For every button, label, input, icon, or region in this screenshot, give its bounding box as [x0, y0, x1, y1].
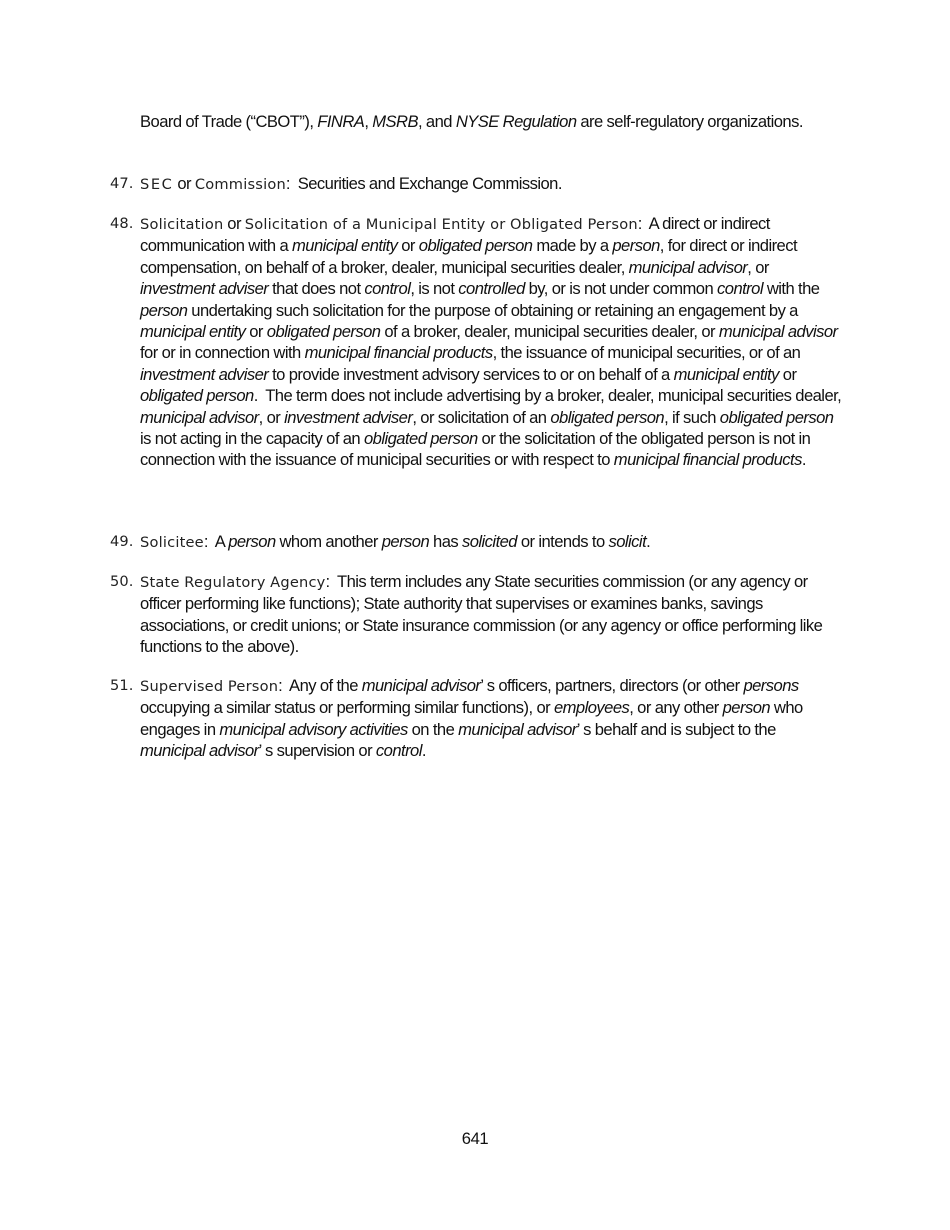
definition-number: 50. [110, 573, 134, 590]
italic-term: person [381, 532, 430, 551]
defined-term: Solicitee [140, 534, 204, 551]
italic-term: persons [743, 676, 799, 695]
italic-term: municipal financial products [304, 343, 493, 363]
definition-number: 51. [110, 677, 134, 694]
italic-term: controlled [458, 279, 525, 299]
text-run: of a broker, dealer, municipal securities dealer, or [380, 322, 719, 342]
text-run: to provide investment advisory services to or on behalf of a [268, 364, 674, 384]
text-run: ’ s behalf and is subject to the [576, 719, 776, 739]
italic-term: municipal advisory activities [219, 719, 408, 739]
text-run: that does not [268, 279, 365, 299]
text-run: or [173, 174, 195, 193]
italic-term: obligated person [266, 322, 381, 342]
italic-term: solicited [461, 532, 517, 551]
text-run: , if such [664, 407, 720, 427]
definition-number: 47. [110, 175, 134, 192]
text-run: Any of the [289, 676, 362, 695]
text-run: are self-regulatory organizations. [576, 112, 803, 131]
text-run: . [421, 741, 426, 761]
text-run: , or [258, 407, 285, 427]
italic-term: municipal advisor [140, 407, 259, 427]
text-run: or intends to [516, 532, 609, 551]
text-run: , is not [410, 279, 459, 299]
text-run: : [637, 214, 649, 233]
italic-term: control [375, 741, 422, 761]
text-run: . [801, 450, 806, 470]
definition-50 [110, 571, 842, 658]
italic-term: obligated person [550, 407, 665, 427]
text-run: A direct or indirect communication with a [140, 214, 770, 256]
italic-term: obligated person [719, 407, 834, 427]
text-run: for or in connection with [140, 343, 305, 363]
italic-term: investment adviser [284, 407, 413, 427]
italic-term: control [364, 279, 411, 299]
italic-term: MSRB [372, 112, 418, 131]
text-run: or [397, 236, 419, 256]
defined-term: Solicitation [140, 216, 224, 233]
text-run: : [325, 572, 337, 591]
text-run: whom another [275, 532, 382, 551]
italic-term: municipal advisor [628, 257, 748, 277]
text-run: A [214, 532, 229, 551]
text-run: , or [747, 257, 769, 277]
text-run: This term includes any State securities commission (or any agency or officer performing like functions); State authority that supervises or examines banks, savings associations, or credit unions; or State insurance commission (or any agency or office performing like functions to the above). [140, 572, 823, 657]
italic-term: municipal entity [140, 322, 246, 342]
italic-term: person [140, 300, 188, 320]
text-run: or [778, 364, 797, 384]
italic-term: obligated person [363, 429, 478, 449]
text-run: has [429, 532, 462, 551]
defined-term: Supervised Person [140, 678, 279, 695]
text-run: or the solicitation of the obligated person is not in connection with the issuance of municipal securities or with respect to [140, 429, 811, 470]
italic-term: investment adviser [140, 279, 269, 299]
text-run: who engages in [140, 698, 803, 739]
text-run: on the [407, 719, 459, 739]
text-run: , or any other [629, 698, 723, 718]
text-run: , and [417, 112, 456, 131]
italic-term: obligated person [418, 236, 533, 256]
text-run: occupying a similar status or performing similar functions), or [140, 698, 554, 718]
text-run: : [278, 676, 290, 695]
italic-term: solicit [608, 532, 647, 551]
text-run: ’ s officers, partners, directors (or other [480, 676, 744, 695]
text-run: or [223, 214, 245, 233]
italic-term: municipal advisor [458, 719, 577, 739]
italic-term: municipal entity [292, 236, 398, 256]
italic-term: municipal entity [673, 364, 779, 384]
text-run: made by a [532, 236, 613, 256]
defined-term: SEC [140, 176, 174, 193]
text-run: , for direct or indirect compensation, on behalf of a broker, dealer, municipal securities dealer, [140, 236, 798, 277]
italic-term: NYSE Regulation [455, 112, 577, 131]
page-number: 641 [461, 1129, 489, 1148]
text-run: is not acting in the capacity of an [140, 429, 364, 449]
definition-49 [110, 531, 842, 553]
definition-number: 49. [110, 533, 134, 550]
italic-term: person [228, 532, 276, 551]
italic-term: person [612, 236, 660, 256]
defined-term: Solicitation of a Municipal Entity or Obligated Person [244, 216, 638, 233]
text-run: by, or is not under common [524, 279, 718, 299]
defined-term: Commission [194, 176, 286, 193]
italic-term: municipal advisor [140, 741, 259, 761]
text-run: : [285, 174, 298, 193]
text-run: : [203, 532, 215, 551]
italic-term: person [722, 698, 771, 718]
text-run: ’ s supervision or [258, 741, 376, 761]
text-run: Board of Trade (“CBOT”), [140, 112, 318, 131]
text-run: , or solicitation of an [412, 407, 551, 427]
text-run: . The term does not include advertising by a broker, dealer, municipal securities dealer, [253, 386, 846, 406]
italic-term: FINRA [317, 112, 365, 131]
text-run: or [245, 322, 267, 342]
italic-term: employees [553, 698, 630, 718]
defined-term: State Regulatory Agency [140, 574, 326, 591]
italic-term: control [717, 279, 763, 299]
definition-48 [110, 213, 846, 471]
italic-term: investment adviser [140, 364, 269, 384]
text-run: undertaking such solicitation for the purpose of obtaining or retaining an engagement by a [187, 300, 798, 320]
continued-paragraph [140, 111, 840, 132]
italic-term: municipal advisor [718, 322, 838, 342]
definition-number: 48. [110, 215, 134, 232]
definition-47 [110, 173, 842, 195]
italic-term: obligated person [140, 386, 254, 406]
text-run: , [364, 112, 373, 131]
italic-term: municipal financial products [613, 450, 802, 470]
text-run: with the [762, 279, 820, 299]
italic-term: municipal advisor [361, 676, 481, 695]
text-run: Securities and Exchange Commission. [297, 174, 562, 193]
text-run: . [646, 532, 651, 551]
definition-51 [110, 675, 842, 762]
text-run: , the issuance of municipal securities, or of an [492, 343, 801, 363]
